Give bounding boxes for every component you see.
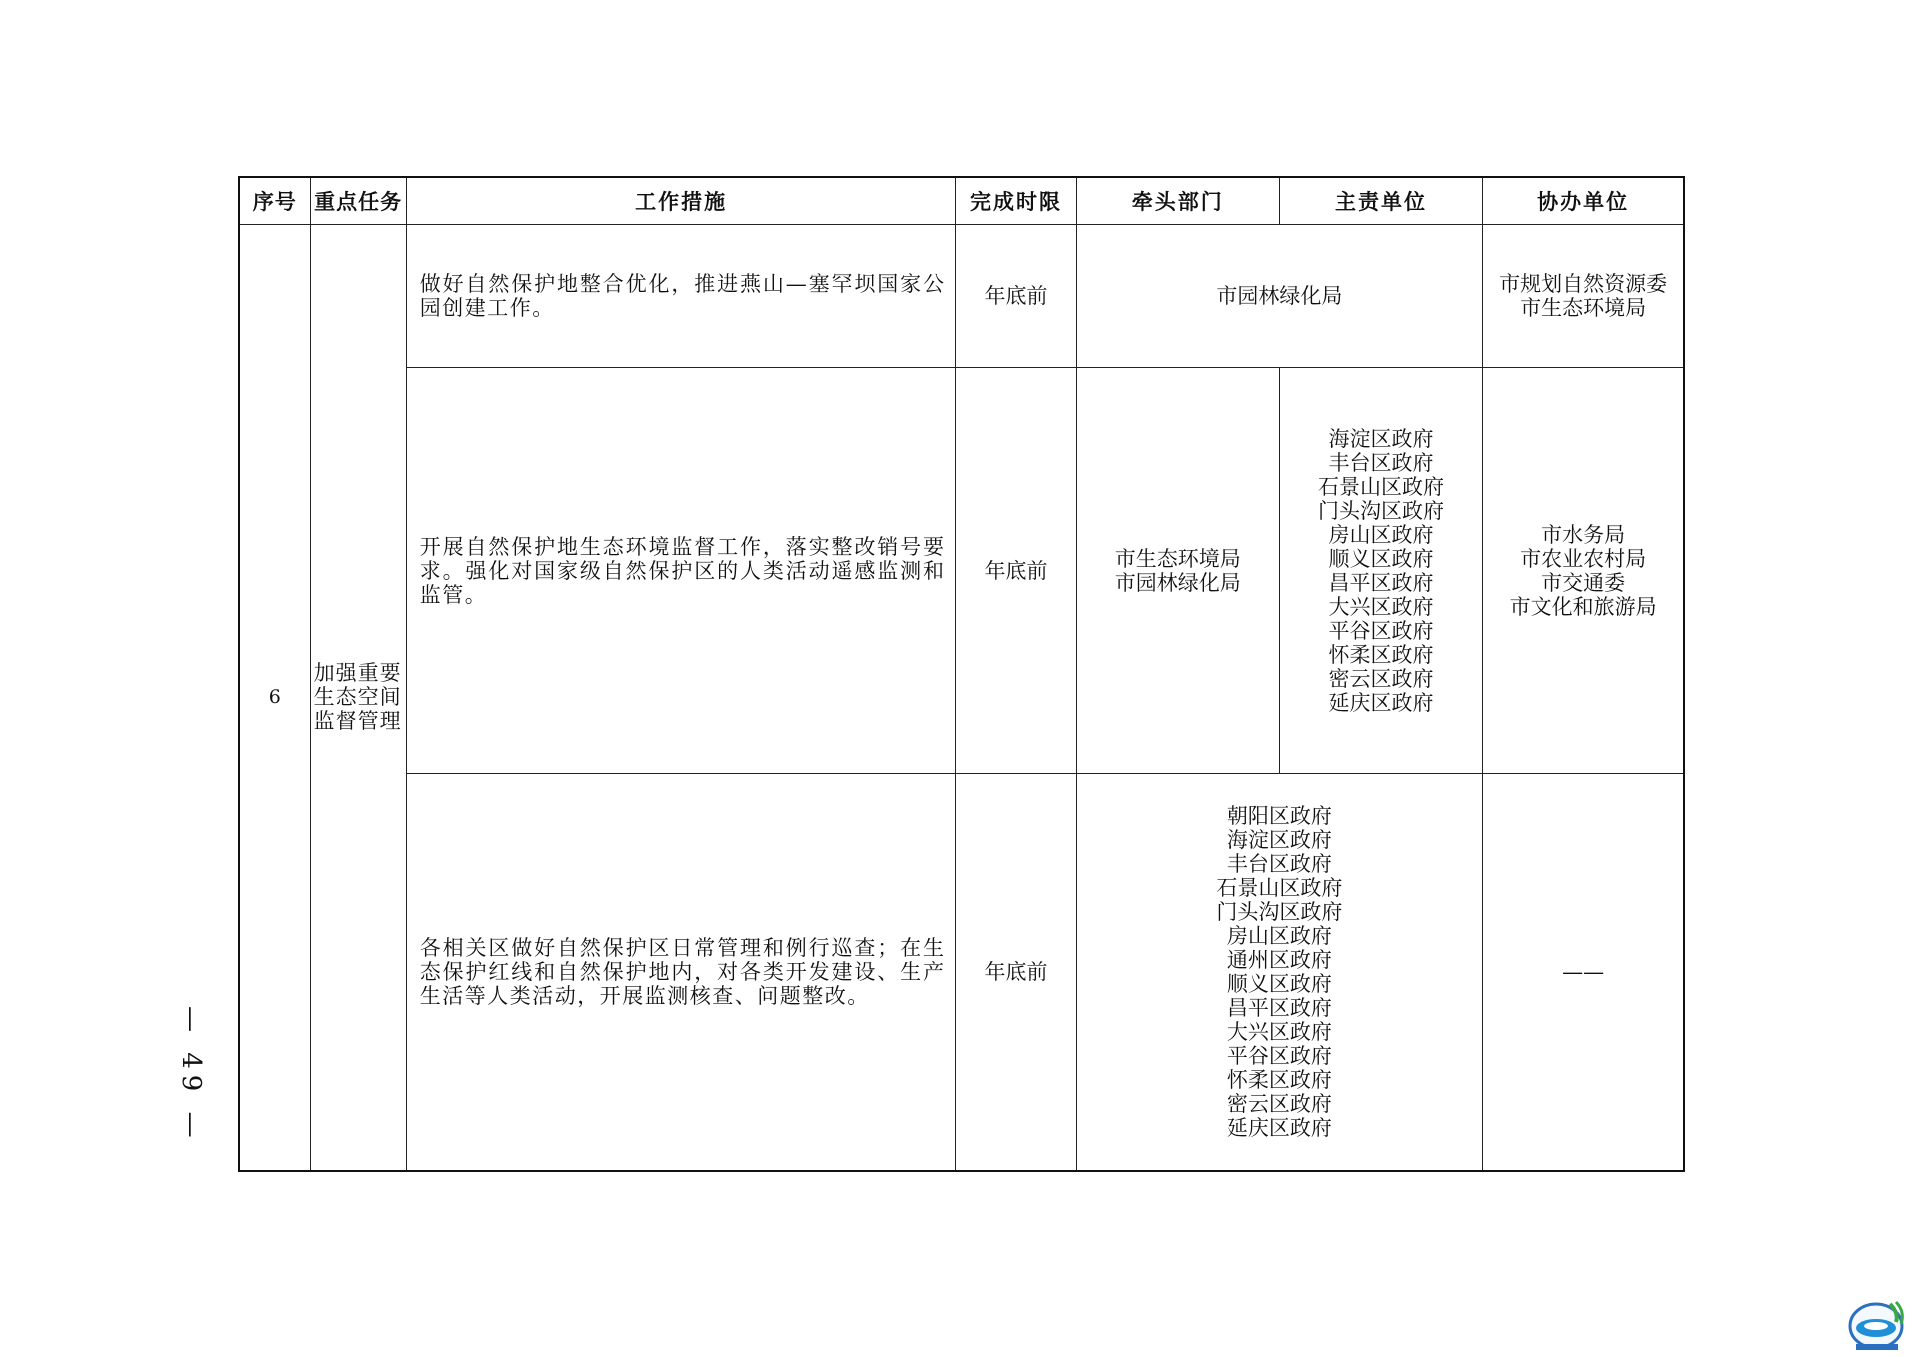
measure-cell: 做好自然保护地整合优化，推进燕山—塞罕坝国家公园创建工作。 (406, 225, 956, 368)
cell-line: 平谷区政府 (1226, 1043, 1332, 1068)
assist-cell (1483, 225, 1684, 368)
cell-line: 市交通委 (1541, 570, 1626, 595)
cell-line: 顺义区政府 (1226, 971, 1332, 996)
cell-line: 市水务局 (1541, 522, 1626, 547)
header-row (239, 177, 1684, 225)
cell-line: 密云区政府 (1226, 1091, 1332, 1116)
cell-line: 延庆区政府 (1328, 690, 1434, 715)
cell-line: 延庆区政府 (1226, 1115, 1332, 1140)
lead-cell (1076, 368, 1279, 774)
table-row (239, 368, 1684, 774)
cell-line: 门头沟区政府 (1216, 899, 1343, 924)
lead-main-cell: 市园林绿化局 (1076, 225, 1483, 368)
cell-line: 大兴区政府 (1226, 1019, 1332, 1044)
header-main: 主责单位 (1279, 177, 1482, 225)
cell-line: 海淀区政府 (1226, 827, 1332, 852)
cell-line: 朝阳区政府 (1226, 803, 1332, 828)
cell-line: 怀柔区政府 (1328, 642, 1434, 667)
cell-line: 顺义区政府 (1328, 546, 1434, 571)
cell-line: 昌平区政府 (1328, 570, 1434, 595)
cell-line: 门头沟区政府 (1318, 498, 1445, 523)
header-deadline: 完成时限 (956, 177, 1076, 225)
cell-line: 石景山区政府 (1318, 474, 1445, 499)
task-cell: 加强重要生态空间监督管理 (310, 225, 406, 1171)
header-lead: 牵头部门 (1076, 177, 1279, 225)
cell-line: 市生态环境局 (1114, 546, 1241, 571)
deadline-cell: 年底前 (956, 774, 1076, 1171)
header-assist: 协办单位 (1483, 177, 1684, 225)
table-row (239, 774, 1684, 1171)
cell-line: 房山区政府 (1226, 923, 1332, 948)
measure-cell: 各相关区做好自然保护区日常管理和例行巡查；在生态保护红线和自然保护地内，对各类开发建设、生产生活等人类活动，开展监测核查、问题整改。 (406, 774, 956, 1171)
cell-line: 市生态环境局 (1520, 296, 1647, 320)
main-cell (1279, 368, 1482, 774)
assist-cell: —— (1483, 774, 1684, 1171)
deadline-cell: 年底前 (956, 368, 1076, 774)
cell-line: 市园林绿化局 (1114, 570, 1241, 595)
cell-line: 昌平区政府 (1226, 995, 1332, 1020)
lead-main-cell (1076, 774, 1483, 1171)
cell-line: 平谷区政府 (1328, 618, 1434, 643)
cell-line: 市文化和旅游局 (1509, 594, 1657, 619)
cell-line: 大兴区政府 (1328, 594, 1434, 619)
header-task: 重点任务 (310, 177, 406, 225)
cell-line: 通州区政府 (1226, 947, 1332, 972)
cell-line: 怀柔区政府 (1226, 1067, 1332, 1092)
cell-line: 市规划自然资源委 (1499, 272, 1668, 296)
cell-line: 房山区政府 (1328, 522, 1434, 547)
table-row (239, 225, 1684, 368)
deadline-cell: 年底前 (956, 225, 1076, 368)
page-number: — 49 — (176, 1006, 206, 1144)
header-seq: 序号 (239, 177, 310, 225)
assist-cell (1483, 368, 1684, 774)
cell-line: 丰台区政府 (1226, 851, 1332, 876)
cell-line: 市农业农村局 (1520, 546, 1647, 571)
header-measure: 工作措施 (406, 177, 956, 225)
cell-line: 海淀区政府 (1328, 426, 1434, 451)
cell-line: 丰台区政府 (1328, 450, 1434, 475)
measure-cell: 开展自然保护地生态环境监督工作，落实整改销号要求。强化对国家级自然保护区的人类活动遥感监测和监管。 (406, 368, 956, 774)
cell-line: 石景山区政府 (1216, 875, 1343, 900)
logo-icon (1846, 1296, 1908, 1352)
seq-cell: 6 (239, 225, 310, 1171)
cell-line: 密云区政府 (1328, 666, 1434, 691)
task-table (238, 176, 1685, 1172)
